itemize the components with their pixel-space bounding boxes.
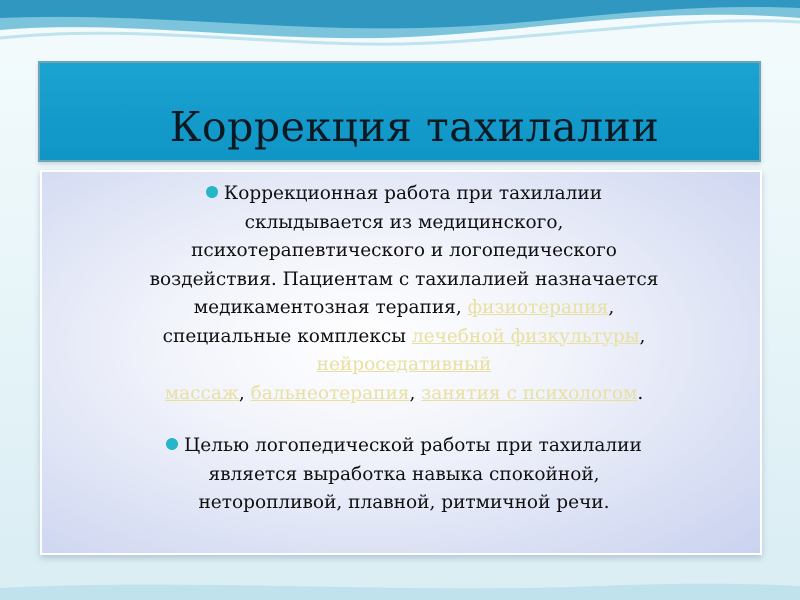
- p1-line3: психотерапевтического и логопедического: [191, 240, 617, 261]
- paragraph-1: [62, 180, 746, 408]
- bottom-wave-decoration: [0, 560, 800, 600]
- period: .: [637, 382, 644, 404]
- p1-line2: склыдывается из медицинского,: [244, 211, 564, 233]
- p1-line5: медикаментозная терапия,: [193, 297, 468, 318]
- p1-line4: воздействия. Пациентам с тахилалией назначается: [149, 268, 659, 290]
- bullet-icon: [206, 186, 218, 198]
- physiotherapy-link[interactable]: физиотерапия: [467, 297, 609, 318]
- massage-link[interactable]: массаж: [164, 382, 239, 404]
- neurosedative-link[interactable]: нейроседативный: [316, 354, 492, 375]
- balneotherapy-link[interactable]: бальнеотерапия: [250, 382, 410, 404]
- bullet-icon: [166, 438, 178, 450]
- p2-line3: неторопливой, плавной, ритмичной речи.: [198, 492, 610, 513]
- comma: ,: [639, 325, 646, 347]
- slide-title: Коррекция тахилалии: [169, 103, 660, 151]
- content-box: [40, 170, 762, 555]
- p2-line2: является выработка навыка спокойной,: [208, 463, 600, 485]
- p1-line6: специальные комплексы: [162, 325, 412, 347]
- paragraph-2: [62, 432, 746, 518]
- comma: ,: [608, 297, 615, 318]
- comma-space: ,: [238, 382, 251, 404]
- title-bar: [38, 61, 761, 162]
- p1-line1: Коррекционная работа при тахилалии: [223, 183, 603, 204]
- comma-space: ,: [409, 382, 422, 404]
- p2-line1: Целью логопедической работы при тахилалии: [184, 435, 642, 456]
- top-wave-decoration: [0, 0, 800, 70]
- psychologist-link[interactable]: занятия с психологом: [421, 382, 638, 404]
- exercise-therapy-link[interactable]: лечебной физкультуры: [411, 325, 640, 347]
